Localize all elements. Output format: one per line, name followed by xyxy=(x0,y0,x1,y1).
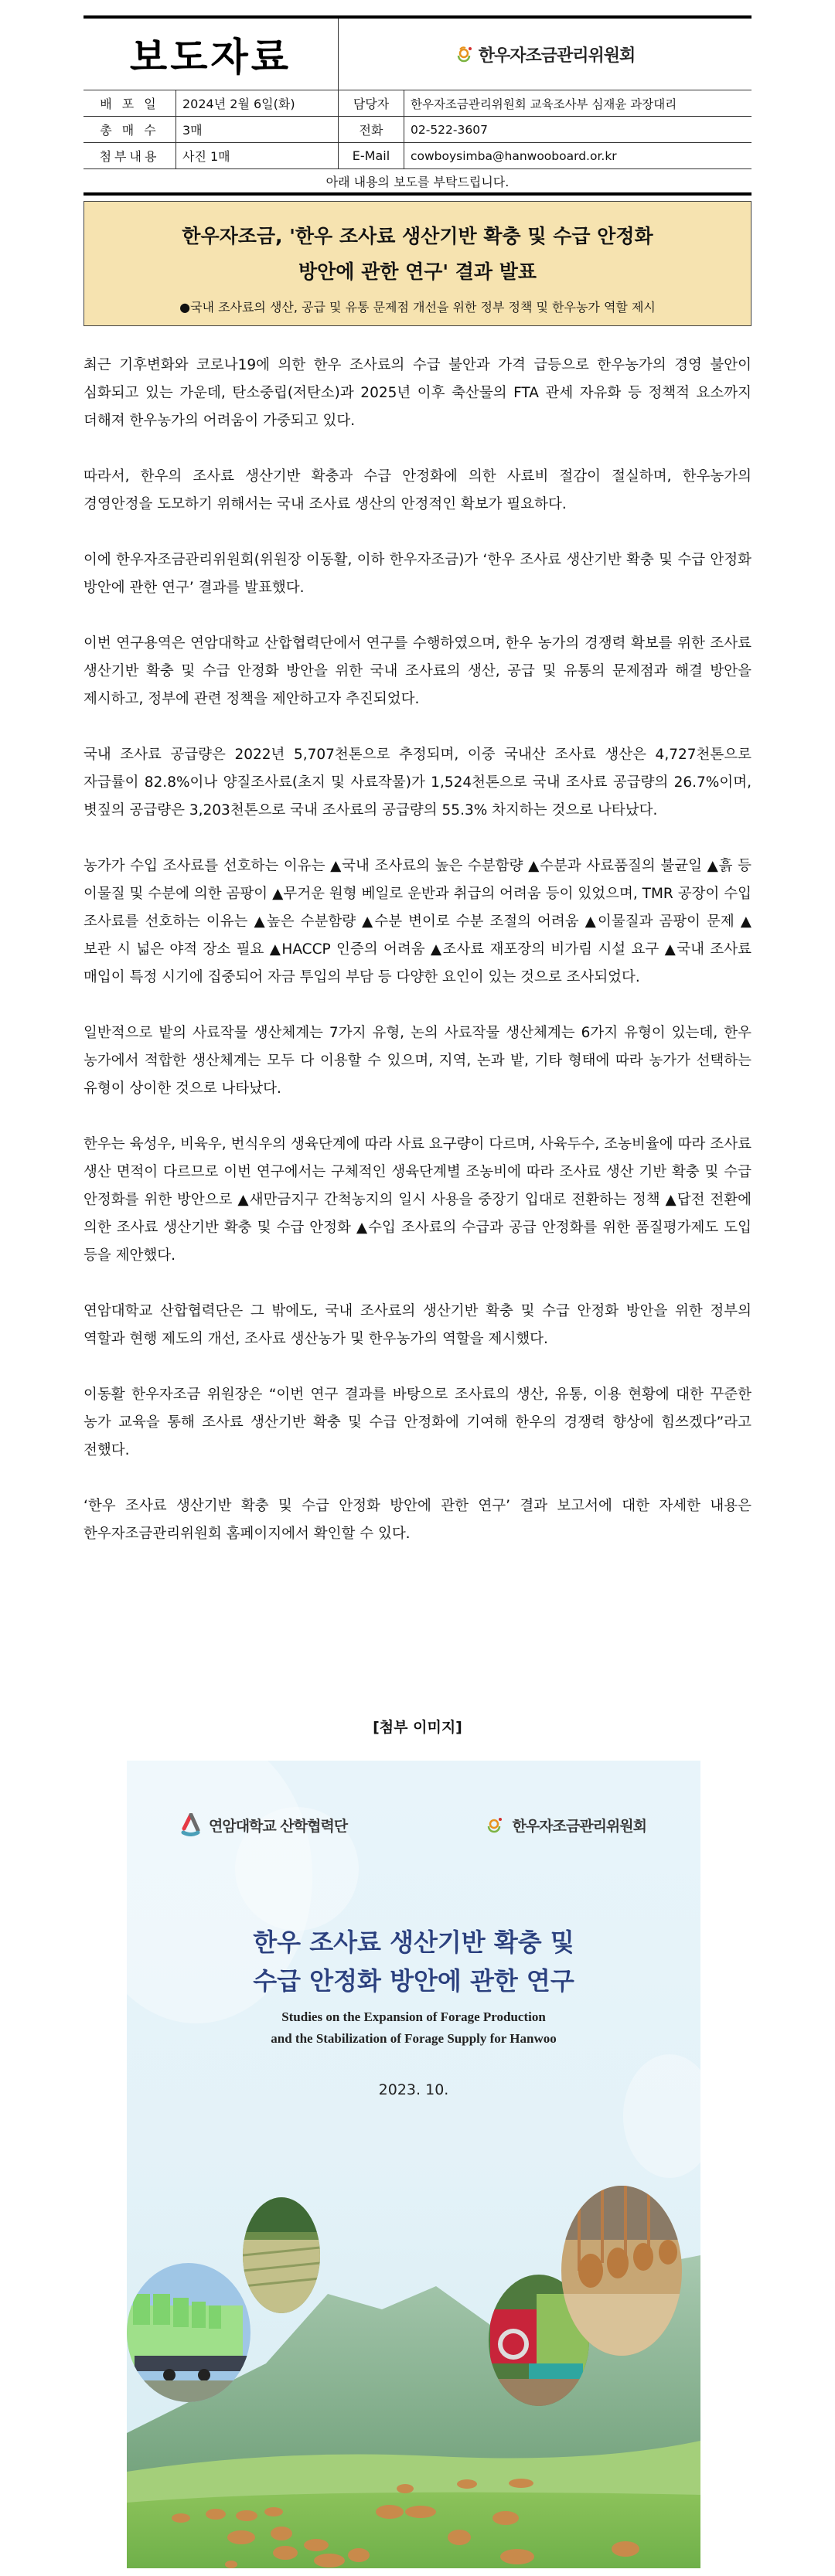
cover-logos xyxy=(127,1813,700,1836)
yonam-logo-text: 연암대학교 산학협력단 xyxy=(209,1817,348,1835)
hanwoo-board-cover-logo-text: 한우자조금관리위원회 xyxy=(512,1817,646,1835)
release-date-value: 2024년 2월 6일(화) xyxy=(176,90,339,116)
cover-date: 2023. 10. xyxy=(378,2081,449,2098)
yonam-triangle-icon xyxy=(181,1813,201,1836)
header-info-row xyxy=(84,117,752,143)
decorative-bubble xyxy=(623,2054,700,2178)
hanwoo-board-logo-icon xyxy=(486,1815,504,1834)
cover-english-line-2: and the Stabilization of Forage Supply for Hanwoo xyxy=(271,2031,557,2046)
attachment-label: 첨부내용 xyxy=(84,143,176,168)
body-paragraph: 이동활 한우자조금 위원장은 “이번 연구 결과를 바탕으로 조사료의 생산, 유통, 이용 현황에 대한 꾸준한 농가 교육을 통해 조사료 생산기반 확충 및 수급 안정화에 기여해 한우의 경쟁력 향상에 힘쓰겠다”라고 전했다. xyxy=(84,1387,752,1458)
org-logo-text: 한우자조금관리위원회 xyxy=(478,46,636,66)
email-label: E-Mail xyxy=(339,143,404,168)
body-paragraph: 최근 기후변화와 코로나19에 의한 한우 조사료의 수급 불안과 가격 급등으로 한우농가의 경영 불안이 심화되고 있는 가운데, 탄소중립(저탄소)과 2025년 이후 축산물의 FTA 관세 자유화 등 정책적 요소까지 더해져 한우농가의 어려움이 가중되고 있다. xyxy=(84,357,752,429)
doc-type-title: 보도자료 xyxy=(84,19,339,90)
cover-title-line-2: 수급 안정화 방안에 관한 연구 xyxy=(253,1966,574,1996)
hanwoo-board-logo-icon xyxy=(455,45,474,63)
body-paragraph: 일반적으로 밭의 사료작물 생산체계는 7가지 유형, 논의 사료작물 생산체계는 6가지 유형이 있는데, 한우 농가에서 적합한 생산체계는 모두 다 이용할 수 있으며, 지역, 논과 밭, 기타 형태에 따라 농가가 선택하는 유형이 상이한 것으로 나타났다. xyxy=(84,1025,752,1097)
org-logo xyxy=(339,19,752,90)
contact-label: 담당자 xyxy=(339,90,404,116)
yonam-college-logo xyxy=(181,1813,347,1836)
cover-english-title xyxy=(127,2006,700,2050)
cover-title xyxy=(127,1923,700,2000)
release-date-label: 배 포 일 xyxy=(84,90,176,116)
headline-subline: ●국내 조사료의 생산, 공급 및 유통 문제점 개선을 위한 정부 정책 및 한우농가 역할 제시 xyxy=(179,300,656,315)
header-info-row xyxy=(84,143,752,169)
body-paragraph: 국내 조사료 공급량은 2022년 5,707천톤으로 추정되며, 이중 국내산 조사료 생산은 4,727천톤으로 자급률이 82.8%이나 양질조사료(초지 및 사료작물)가 1,524천톤으로 국내 조사료 공급량의 26.7%이며, 볏짚의 공급량은 3,203천톤으로 국내 조사료의 공급량의 55.3% 차지하는 것으로 나타났다. xyxy=(84,747,752,818)
phone-value: 02-522-3607 xyxy=(411,122,488,137)
email-value[interactable]: cowboysimba@hanwooboard.or.kr xyxy=(411,148,617,163)
headline-line-2: 방안에 관한 연구' 결과 발표 xyxy=(298,260,537,283)
headline-box xyxy=(84,201,752,326)
body-paragraph: 농가가 수입 조사료를 선호하는 이유는 ▲국내 조사료의 높은 수분함량 ▲수분과 사료품질의 불균일 ▲흙 등 이물질 및 수분에 의한 곰팡이 ▲무거운 원형 베일로 운반과 취급의 어려움 등이 있었으며, TMR 공장이 수입 조사료를 선호하는 이유는 ▲높은 수분함량 ▲수분 변이로 수분 조절의 어려움 ▲이물질과 곰팡이 문제 ▲보관 시 넓은 야적 장소 필요 ▲HACCP 인증의 어려움 ▲조사료 재포장의 비가림 시설 요구 ▲국내 조사료 매입이 특정 시기에 집중되어 자금 투입의 부담 등 다양한 요인이 있는 것으로 조사되었다. xyxy=(84,858,752,985)
article-body xyxy=(84,352,752,1576)
press-release-header xyxy=(84,15,752,196)
page-count-value: 3매 xyxy=(176,117,339,142)
phone-label: 전화 xyxy=(339,117,404,142)
body-paragraph: 이번 연구용역은 연암대학교 산합협력단에서 연구를 수행하였으며, 한우 농가의 경쟁력 확보를 위한 조사료 생산기반 확충 및 수급 안정화 방안을 위한 국내 조사료의 생산, 공급 및 유통의 문제점과 해결 방안을 제시하고, 정부에 관련 정책을 제안하고자 추진되었다. xyxy=(84,635,752,707)
attachment-heading: [첨부 이미지] xyxy=(373,1719,462,1736)
body-paragraph: ‘한우 조사료 생산기반 확충 및 수급 안정화 방안에 관한 연구’ 결과 보고서에 대한 자세한 내용은 한우자조금관리위원회 홈페이지에서 확인할 수 있다. xyxy=(84,1498,752,1542)
body-paragraph: 한우는 육성우, 비육우, 번식우의 생육단계에 따라 사료 요구량이 다르며, 사육두수, 조농비율에 따라 조사료 생산 면적이 다르므로 이번 연구에서는 구체적인 생육단계별 조농비에 따라 조사료 생산 기반 확충 및 수급 안정화를 위한 방안으로 ▲새만금지구 간척농지의 일시 사용을 중장기 입대로 전환하는 정책 ▲답전 전환에 의한 조사료 생산기반 확충 및 수급 안정화 ▲수입 조사료의 수급과 공급 안정화를 위한 품질평가제도 도입 등을 제안했다. xyxy=(84,1136,752,1264)
body-paragraph: 이에 한우자조금관리위원회(위원장 이동활, 이하 한우자조금)가 ‘한우 조사료 생산기반 확충 및 수급 안정화 방안에 관한 연구’ 결과를 발표했다. xyxy=(84,552,752,596)
page-count-label: 총 매 수 xyxy=(84,117,176,142)
hanwoo-board-cover-logo xyxy=(486,1815,646,1836)
header-info-row xyxy=(84,90,752,117)
report-cover-image xyxy=(127,1761,700,2568)
headline-line-1: 한우자조금, '한우 조사료 생산기반 확충 및 수급 안정화 xyxy=(182,225,653,247)
body-paragraph: 연암대학교 산합협력단은 그 밖에도, 국내 조사료의 생산기반 확충 및 수급 안정화 방안을 위한 정부의 역할과 현행 제도의 개선, 조사료 생산농가 및 한우농가의 역할을 제시했다. xyxy=(84,1303,752,1347)
request-note: 아래 내용의 보도를 부탁드립니다. xyxy=(84,169,752,196)
body-paragraph: 따라서, 한우의 조사료 생산기반 확충과 수급 안정화에 의한 사료비 절감이 절실하며, 한우농가의 경영안정을 도모하기 위해서는 국내 조사료 생산의 안정적인 확보가 필요하다. xyxy=(84,468,752,512)
cover-title-line-1: 한우 조사료 생산기반 확충 및 xyxy=(253,1928,574,1957)
attachment-value: 사진 1매 xyxy=(176,143,339,168)
pasture-scene-illustration xyxy=(127,2178,700,2568)
cover-english-line-1: Studies on the Expansion of Forage Production xyxy=(281,2009,546,2024)
header-top-row xyxy=(84,19,752,90)
contact-value: 한우자조금관리위원회 교육조사부 심재윤 과장대리 xyxy=(411,97,677,111)
